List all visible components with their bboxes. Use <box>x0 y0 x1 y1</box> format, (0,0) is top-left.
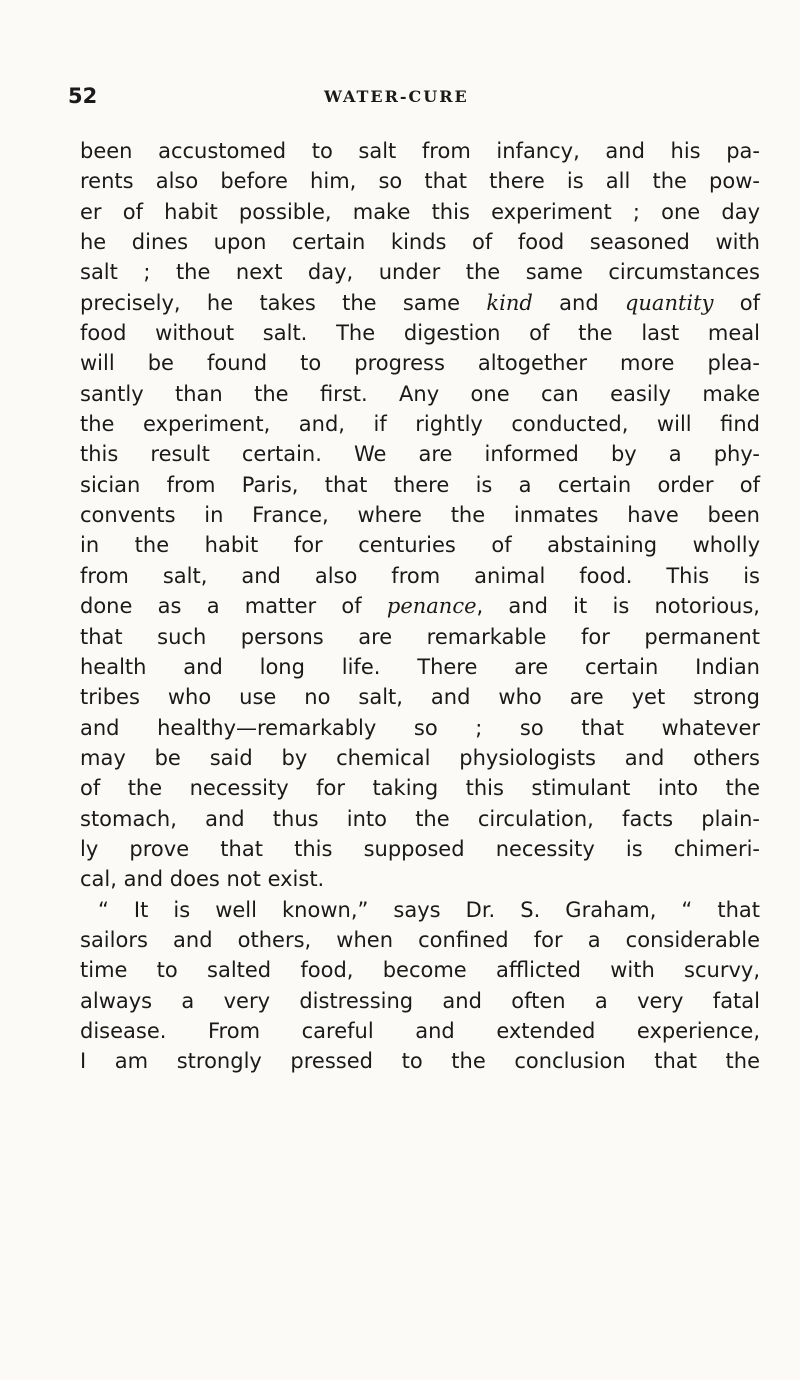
text-line: disease. From careful and extended experience, <box>80 1018 760 1043</box>
text-line: rents also before him, so that there is all the pow- <box>80 169 760 194</box>
text-line: of the necessity for taking this stimulant into the <box>80 776 760 801</box>
text-line: that such persons are remarkable for permanent <box>80 624 760 649</box>
text-line: time to salted food, become afflicted with scurvy, <box>80 958 760 983</box>
text-line: done as a matter of penance, and it is notorious, <box>80 594 760 619</box>
text-line: stomach, and thus into the circulation, facts plain- <box>80 806 760 831</box>
text-line: ly prove that this supposed necessity is chimeri- <box>80 836 760 861</box>
text-line: er of habit possible, make this experiment ; one day <box>80 199 760 224</box>
text-line: I am strongly pressed to the conclusion that the <box>80 1049 760 1074</box>
text-line: “ It is well known,” says Dr. S. Graham, “ that <box>98 897 760 922</box>
text-line: been accustomed to salt from infancy, and his pa- <box>80 139 760 163</box>
paragraph <box>80 136 760 895</box>
text-line: from salt, and also from animal food. This is <box>80 563 760 588</box>
text-line: salt ; the next day, under the same circumstances <box>80 260 760 285</box>
text-line: cal, and does not exist. <box>80 867 325 892</box>
text-line: convents in France, where the inmates have been <box>80 503 760 528</box>
text-line: the experiment, and, if rightly conducted, will find <box>80 412 760 437</box>
text-line: he dines upon certain kinds of food seasoned with <box>80 230 760 255</box>
text-line: always a very distressing and often a very fatal <box>80 988 760 1013</box>
paragraph <box>80 895 760 1077</box>
text-line: health and long life. There are certain Indian <box>80 654 760 679</box>
text-line: this result certain. We are informed by a phy- <box>80 442 760 467</box>
running-head-title: WATER-CURE <box>324 87 469 106</box>
text-line: tribes who use no salt, and who are yet strong <box>80 685 760 710</box>
text-line: in the habit for centuries of abstaining wholly <box>80 533 760 558</box>
text-line: may be said by chemical physiologists and others <box>80 745 760 770</box>
running-head <box>68 84 758 112</box>
text-line: sailors and others, when confined for a considerable <box>80 927 760 952</box>
text-line: santly than the first. Any one can easily make <box>80 381 760 406</box>
text-line: food without salt. The digestion of the last meal <box>80 321 760 346</box>
text-line: sician from Paris, that there is a certain order of <box>80 472 760 497</box>
text-line: will be found to progress altogether more plea- <box>80 351 760 376</box>
text-line: precisely, he takes the same kind and quantity of <box>80 290 761 315</box>
page-number: 52 <box>68 84 98 108</box>
text-line: and healthy—remarkably so ; so that whatever <box>80 715 760 740</box>
body-text <box>80 136 760 1077</box>
